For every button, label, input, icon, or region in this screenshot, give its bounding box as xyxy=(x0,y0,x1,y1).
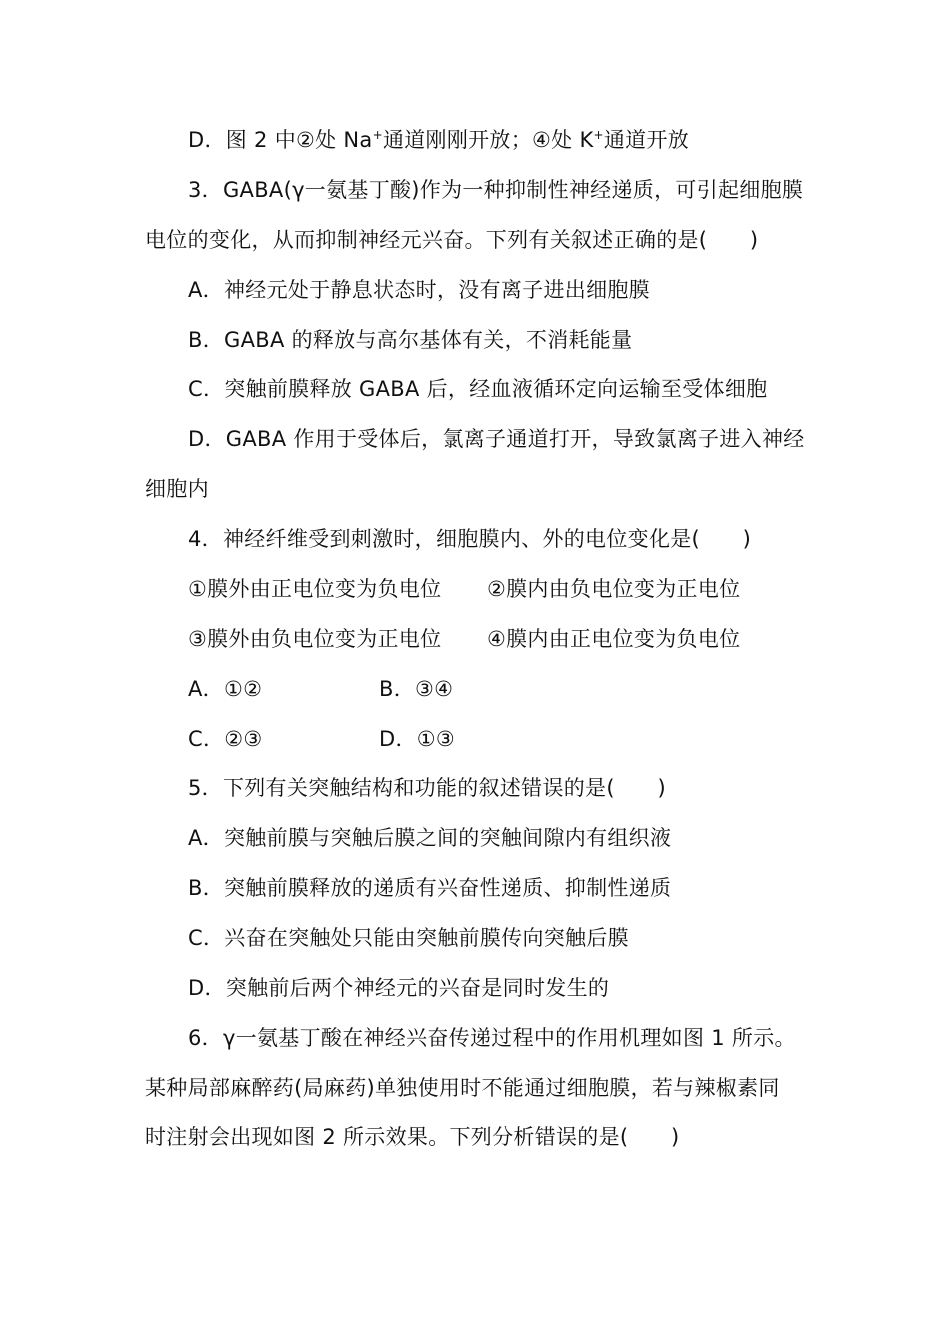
q3-option-d-line1: D．GABA 作用于受体后，氯离子通道打开，导致氯离子进入神经 xyxy=(188,427,805,451)
q2-option-d-text-c: 通道开放 xyxy=(603,128,690,152)
q4-item-3: ③膜外由负电位变为正电位 xyxy=(188,627,442,651)
q4-item-1: ①膜外由正电位变为负电位 xyxy=(188,577,442,601)
q2-option-d xyxy=(188,125,689,155)
q4-stem: 4．神经纤维受到刺激时，细胞膜内、外的电位变化是( ) xyxy=(188,527,752,551)
q4-option-a: A．①② xyxy=(188,677,263,701)
q4-item-2: ②膜内由负电位变为正电位 xyxy=(487,577,741,601)
q2-option-d-text-b: 通道刚刚开放；④处 K xyxy=(382,128,594,152)
q4-item-4: ④膜内由正电位变为负电位 xyxy=(487,627,741,651)
q3-stem-line2: 电位的变化，从而抑制神经元兴奋。下列有关叙述正确的是( ) xyxy=(145,228,759,252)
q5-stem: 5．下列有关突触结构和功能的叙述错误的是( ) xyxy=(188,776,666,800)
q3-option-c: C．突触前膜释放 GABA 后，经血液循环定向运输至受体细胞 xyxy=(188,377,768,401)
q3-stem-line1: 3．GABA(γ一氨基丁酸)作为一种抑制性神经递质，可引起细胞膜 xyxy=(188,178,804,202)
q2-option-d-label: D． xyxy=(188,128,226,152)
q6-stem-line2: 某种局部麻醉药(局麻药)单独使用时不能通过细胞膜，若与辣椒素同 xyxy=(145,1076,780,1100)
q2-option-d-text-a: 图 2 中②处 Na xyxy=(225,128,373,152)
q6-stem-line3: 时注射会出现如图 2 所示效果。下列分析错误的是( ) xyxy=(145,1125,680,1149)
q5-option-b: B．突触前膜释放的递质有兴奋性递质、抑制性递质 xyxy=(188,876,672,900)
q3-option-d-line2: 细胞内 xyxy=(145,477,209,501)
sodium-charge: + xyxy=(372,128,383,142)
q3-option-b: B．GABA 的释放与高尔基体有关，不消耗能量 xyxy=(188,328,633,352)
q4-option-b: B．③④ xyxy=(379,677,454,701)
potassium-charge: + xyxy=(593,128,604,142)
q4-option-c: C．②③ xyxy=(188,727,263,751)
q4-option-d: D．①③ xyxy=(379,727,456,751)
q5-option-a: A．突触前膜与突触后膜之间的突触间隙内有组织液 xyxy=(188,826,672,850)
q6-stem-line1: 6．γ一氨基丁酸在神经兴奋传递过程中的作用机理如图 1 所示。 xyxy=(188,1026,796,1050)
q5-option-c: C．兴奋在突触处只能由突触前膜传向突触后膜 xyxy=(188,926,629,950)
q5-option-d: D．突触前后两个神经元的兴奋是同时发生的 xyxy=(188,976,610,1000)
q3-option-a: A．神经元处于静息状态时，没有离子进出细胞膜 xyxy=(188,278,650,302)
